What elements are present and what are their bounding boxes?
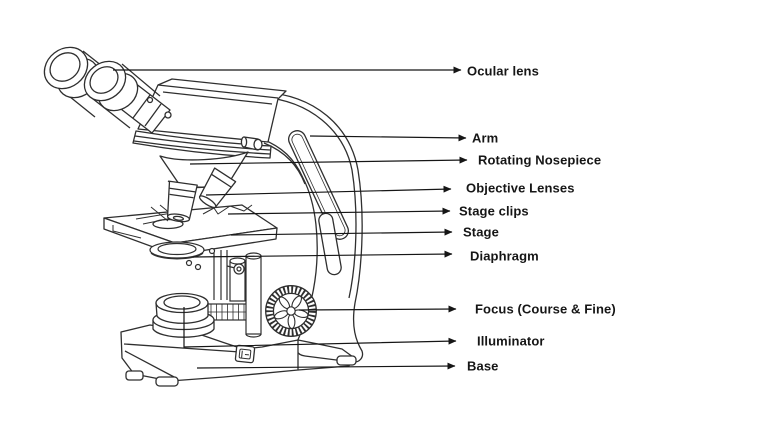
label-base: Base (467, 358, 499, 374)
label-objective-lenses: Objective Lenses (466, 180, 575, 196)
focus-knob-drawing (265, 285, 317, 337)
power-switch-drawing (235, 345, 255, 363)
label-ocular-lens: Ocular lens (467, 63, 539, 79)
label-arm: Arm (472, 130, 499, 146)
label-focus: Focus (Course & Fine) (475, 301, 616, 317)
label-diaphragm: Diaphragm (470, 248, 539, 264)
label-rotating-nosepiece: Rotating Nosepiece (478, 152, 602, 168)
label-stage: Stage (463, 224, 499, 240)
ocular-lens-drawing (36, 39, 171, 133)
label-illuminator: Illuminator (477, 333, 545, 349)
label-stage-clips: Stage clips (459, 203, 529, 219)
